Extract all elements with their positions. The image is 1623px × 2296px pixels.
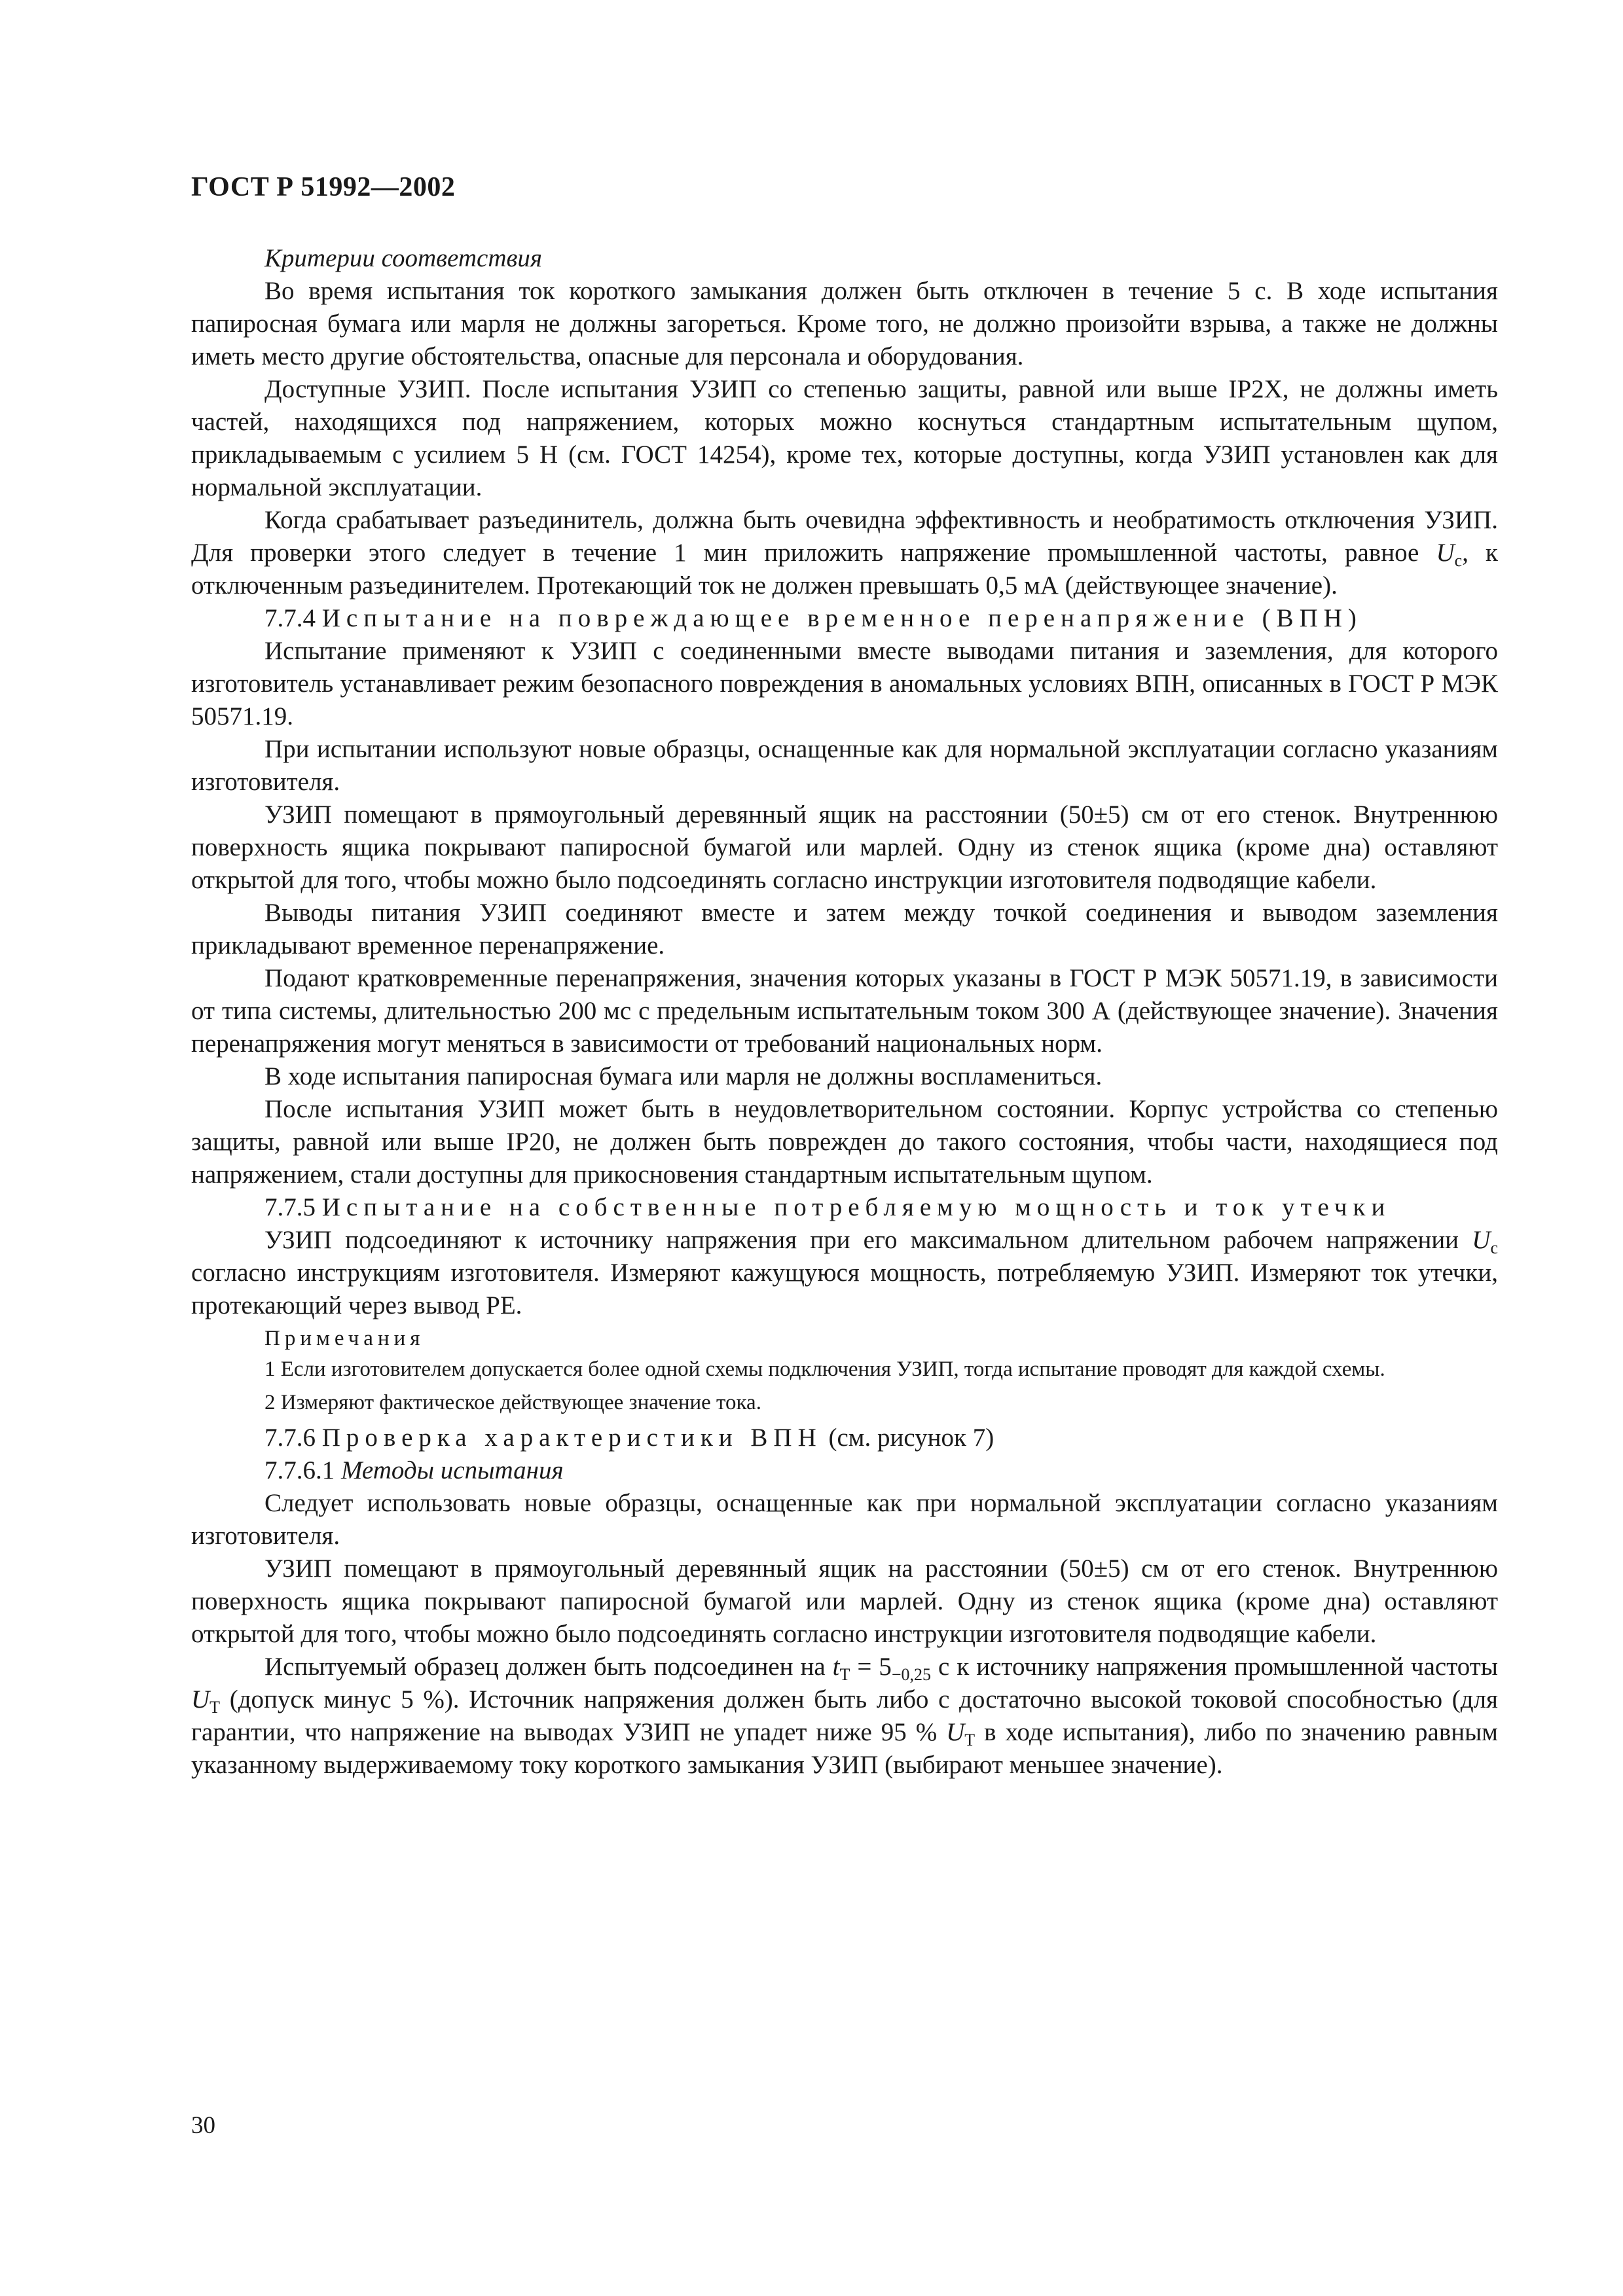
symbol-u-subscript: T <box>210 1698 221 1717</box>
criteria-paragraph-2: Доступные УЗИП. После испытания УЗИП со степенью защиты, равной или выше IP2X, не должны иметь частей, находящихся под напряжением, которых можно коснуться стандартным испытательным щупом, прикладываемым с усилием 5 Н (см. ГОСТ 14254), кроме тех, которые доступны, когда УЗИП установлен как для нормальной эксплуатации. <box>191 375 1498 501</box>
symbol-u-subscript: c <box>1490 1238 1498 1257</box>
criteria-paragraph-1: Во время испытания ток короткого замыкания должен быть отключен в течение 5 с. В ходе испытания папиросная бумага или марля не должны загореться. Кроме того, не должно произойти взрыва, а также не должны иметь место другие обстоятельства, опасные для персонала и оборудования. <box>191 277 1498 370</box>
page-number: 30 <box>191 2112 215 2139</box>
figure-reference: (см. рисунок 7) <box>828 1424 994 1452</box>
s776-paragraph-2: УЗИП помещают в прямоугольный деревянный ящик на расстоянии (50±5) см от его стенок. Внутреннюю поверхность ящика покрывают папиросной бумагой или марлей. Одну из стенок ящика (кроме дна) оставляют открытой для того, чтобы можно было подсоединять согласно инструкции изготовителя подводящие кабели. <box>191 1554 1498 1648</box>
criteria-p3-text-a: Когда срабатывает разъединитель, должна быть очевидна эффективность и необратимость отключения УЗИП. Для проверки этого следует в течение 1 мин приложить напряжение промышленной частоты, равное <box>191 506 1498 567</box>
s774-paragraph-7: После испытания УЗИП может быть в неудовлетворительном состоянии. Корпус устройства со степенью защиты, равной или выше IP20, не должен быть поврежден до такого состояния, чтобы части, находящиеся под напряжением, стали доступны для прикосновения стандартным испытательным щупом. <box>191 1095 1498 1189</box>
notes-title: Примечания <box>264 1327 425 1350</box>
note-2: 2 Измеряют фактическое действующее значение тока. <box>264 1391 761 1414</box>
section-number: 7.7.5 <box>264 1193 316 1221</box>
symbol-u-subscript: c <box>1454 551 1463 570</box>
section-title: Проверка характеристики ВПН <box>321 1424 822 1452</box>
s775-p1-text-a: УЗИП подсоединяют к источнику напряжения при его максимальном длительном рабочем напряжении <box>264 1226 1472 1254</box>
page-header-standard-number: ГОСТ Р 51992—2002 <box>191 172 456 202</box>
note-1: 1 Если изготовителем допускается более одной схемы подключения УЗИП, тогда испытание проводят для каждой схемы. <box>264 1357 1385 1381</box>
criteria-p3-text-b: , к отключенным разъединителем. Протекающий ток не должен превышать 0,5 мА (действующее значение). <box>191 539 1498 600</box>
criteria-paragraph-3 <box>191 504 1498 602</box>
symbol-t: t <box>832 1653 840 1681</box>
symbol-u-subscript: T <box>964 1731 976 1749</box>
document-body <box>191 242 1498 1782</box>
section-7-7-6-heading <box>191 1422 1498 1454</box>
s776-p3-text-d: (допуск минус 5 %). Источник напряжения должен быть либо с достаточно высокой токовой способностью (для гарантии, что напряжение на выводах УЗИП не упадет ниже 95 % <box>191 1685 1498 1746</box>
symbol-t-subscript: T <box>839 1665 850 1684</box>
s774-paragraph-3: УЗИП помещают в прямоугольный деревянный ящик на расстоянии (50±5) см от его стенок. Внутреннюю поверхность ящика покрывают папиросной бумагой или марлей. Одну из стенок ящика (кроме дна) оставляют открытой для того, чтобы можно было подсоединять согласно инструкции изготовителя подводящие кабели. <box>191 800 1498 894</box>
section-title: Испытание на собственные потребляемую мощность и ток утечки <box>321 1193 1391 1221</box>
section-title: Испытание на повреждающее временное перенапряжение (ВПН) <box>321 604 1362 632</box>
symbol-u: U <box>1436 539 1455 567</box>
section-7-7-6-1-heading <box>191 1454 1498 1487</box>
s774-paragraph-6: В ходе испытания папиросная бумага или марля не должны воспламениться. <box>264 1062 1103 1090</box>
s775-paragraph-1 <box>191 1224 1498 1322</box>
s776-paragraph-1: Следует использовать новые образцы, оснащенные как при нормальной эксплуатации согласно указаниям изготовителя. <box>191 1489 1498 1550</box>
criteria-heading <box>191 242 1498 275</box>
s774-paragraph-4: Выводы питания УЗИП соединяют вместе и затем между точкой соединения и выводом заземления прикладывают временное перенапряжение. <box>191 899 1498 960</box>
criteria-heading-text: Критерии соответствия <box>264 244 543 272</box>
s774-paragraph-2: При испытании используют новые образцы, оснащенные как для нормальной эксплуатации согласно указаниям изготовителя. <box>191 735 1498 796</box>
s776-paragraph-3 <box>191 1651 1498 1782</box>
symbol-u: U <box>191 1685 210 1713</box>
s775-p1-text-b: согласно инструкциям изготовителя. Измеряют кажущуюся мощность, потребляемую УЗИП. Измеряют ток утечки, протекающий через вывод PE. <box>191 1259 1498 1319</box>
s776-p3-text-a: Испытуемый образец должен быть подсоединен на <box>264 1653 833 1681</box>
tolerance-subscript: −0,25 <box>891 1665 932 1684</box>
s776-p3-text-e: в ходе испытания), либо по значению равным указанному выдерживаемому току короткого замыкания УЗИП (выбирают меньшее значение). <box>191 1718 1498 1779</box>
s774-paragraph-1: Испытание применяют к УЗИП с соединенными вместе выводами питания и заземления, для которого изготовитель устанавливает режим безопасного повреждения в аномальных условиях ВПН, описанных в ГОСТ Р МЭК 50571.19. <box>191 637 1498 730</box>
subsection-title: Методы испытания <box>341 1456 564 1484</box>
symbol-u: U <box>1472 1226 1491 1254</box>
section-7-7-5-heading <box>191 1191 1498 1224</box>
s776-p3-text-b: = 5 <box>850 1653 892 1681</box>
section-number: 7.7.6 <box>264 1424 316 1452</box>
section-7-7-4-heading <box>191 602 1498 635</box>
s774-paragraph-5: Подают кратковременные перенапряжения, значения которых указаны в ГОСТ Р МЭК 50571.19, в зависимости от типа системы, длительностью 200 мс с предельным испытательным током 300 А (действующее значение). Значения перенапряжения могут меняться в зависимости от требований национальных норм. <box>191 964 1498 1058</box>
s776-p3-text-c: с к источнику напряжения промышленной частоты <box>931 1653 1498 1681</box>
symbol-u: U <box>946 1718 965 1746</box>
section-number: 7.7.4 <box>264 604 316 632</box>
subsection-number: 7.7.6.1 <box>264 1456 335 1484</box>
